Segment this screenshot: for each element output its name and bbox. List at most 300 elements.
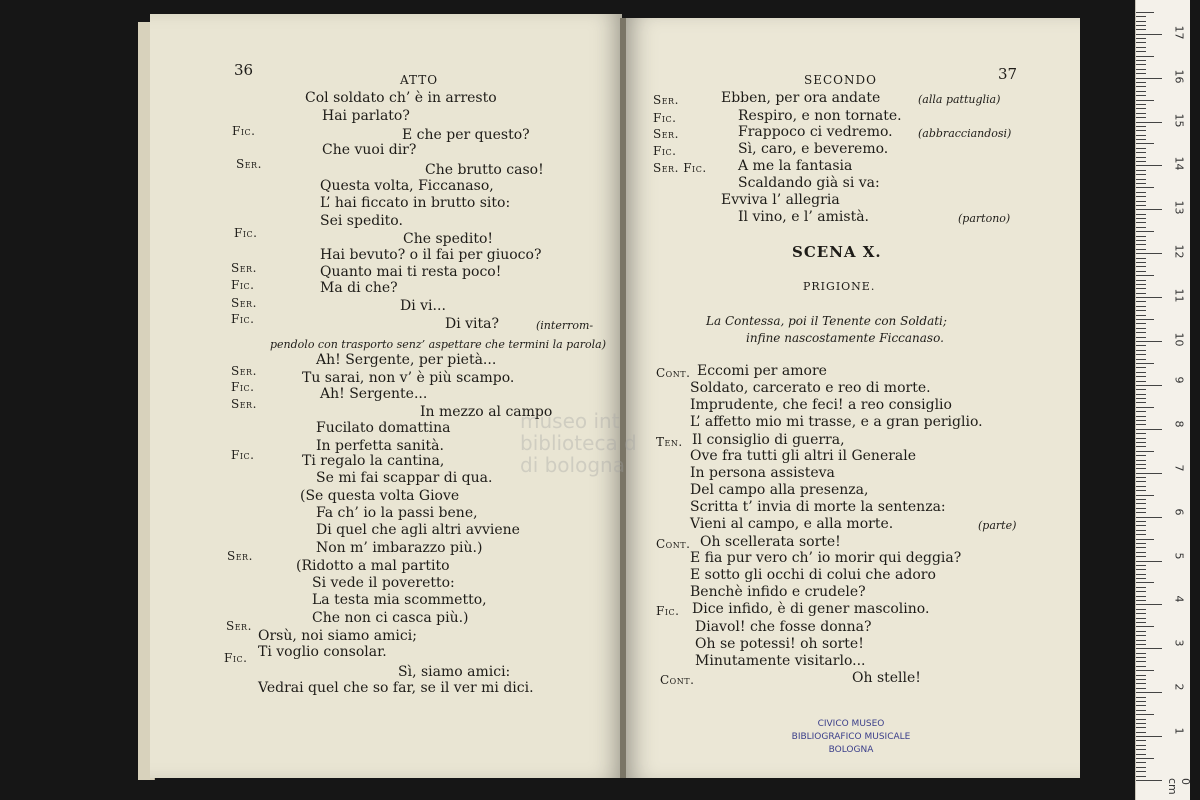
ruler-tick (1136, 477, 1146, 478)
left-running-head: ATTO (400, 73, 439, 87)
ruler-label: 11 (1172, 288, 1186, 303)
ruler-tick (1136, 556, 1146, 557)
ruler-tick (1136, 117, 1146, 118)
verse-line: La testa mia scommetto, (312, 592, 487, 608)
ruler-tick (1136, 442, 1146, 443)
ruler-tick (1136, 12, 1154, 13)
verse-line: Di vita? (445, 316, 500, 332)
verse-line: L’ hai ficcato in brutto sito: (320, 195, 511, 211)
ruler-tick (1136, 86, 1146, 87)
speaker-label: Fic. (231, 448, 255, 462)
ruler-tick (1136, 38, 1146, 39)
ruler-tick (1136, 34, 1162, 35)
verse-line: Evviva l’ allegria (721, 192, 840, 208)
ruler-tick (1136, 758, 1154, 759)
ruler-tick (1136, 372, 1146, 373)
stage-direction: (alla pattuglia) (918, 93, 1001, 106)
speaker-label: Ten. (656, 435, 683, 449)
ruler-tick (1136, 609, 1146, 610)
ruler-tick (1136, 481, 1146, 482)
ruler-tick (1136, 591, 1146, 592)
stamp-line: BIBLIOGRAFICO MUSICALE (791, 732, 911, 742)
ruler-tick (1136, 574, 1146, 575)
ruler-tick (1136, 762, 1146, 763)
ruler-tick (1136, 398, 1146, 399)
ruler-tick (1136, 56, 1154, 57)
ruler-tick (1136, 460, 1146, 461)
verse-line: (interrom- (536, 319, 594, 332)
ruler-tick (1136, 714, 1154, 715)
ruler-tick (1136, 108, 1146, 109)
verse-line: Questa volta, Ficcanaso, (320, 178, 494, 194)
left-page-number: 36 (234, 61, 254, 79)
verse-line: Che non ci casca più.) (312, 610, 469, 626)
verse-line: Dice infido, è di gener mascolino. (692, 601, 930, 617)
ruler-tick (1136, 508, 1146, 509)
ruler-tick (1136, 455, 1146, 456)
ruler-tick (1136, 209, 1162, 210)
ruler-tick (1136, 205, 1146, 206)
verse-line: In perfetta sanità. (316, 438, 444, 454)
ruler-tick (1136, 16, 1146, 17)
ruler-tick (1136, 613, 1146, 614)
ruler-tick (1136, 679, 1146, 680)
ruler-tick (1136, 490, 1146, 491)
ruler-tick (1136, 701, 1146, 702)
verse-line: Imprudente, che feci! a reo consiglio (690, 397, 952, 413)
ruler-tick (1136, 354, 1146, 355)
ruler-label: 13 (1172, 200, 1186, 215)
ruler-tick (1136, 670, 1154, 671)
verse-line: Respiro, e non tornate. (738, 108, 902, 124)
ruler-tick (1136, 122, 1162, 123)
verse-line: Vieni al campo, e alla morte. (690, 516, 894, 532)
ruler-tick (1136, 530, 1146, 531)
ruler-tick (1136, 424, 1146, 425)
ruler-tick (1136, 91, 1146, 92)
speaker-label: Fic. (653, 144, 677, 158)
verse-line: In mezzo al campo (420, 404, 553, 420)
ruler-tick (1136, 635, 1146, 636)
verse-line: Diavol! che fosse donna? (695, 619, 872, 635)
ruler-tick (1136, 139, 1146, 140)
ruler-tick (1136, 675, 1146, 676)
ruler-tick (1136, 284, 1146, 285)
ruler-tick (1136, 446, 1146, 447)
ruler-tick (1136, 244, 1146, 245)
ruler-tick (1136, 275, 1154, 276)
ruler-tick (1136, 367, 1146, 368)
ruler-label: 10 (1172, 332, 1186, 347)
ruler-label: 0 cm (1166, 778, 1192, 795)
ruler-tick (1136, 95, 1146, 96)
ruler-tick (1136, 104, 1146, 105)
stamp-line: BOLOGNA (828, 745, 874, 755)
ruler-tick (1136, 438, 1146, 439)
ruler-tick (1136, 306, 1146, 307)
ruler-tick (1136, 328, 1146, 329)
library-stamp (786, 718, 916, 757)
verse-line: Frappoco ci vedremo. (738, 124, 893, 140)
speaker-label: Fic. (231, 380, 255, 394)
ruler-tick (1136, 42, 1146, 43)
ruler-label: 15 (1172, 113, 1186, 127)
ruler-tick (1136, 402, 1146, 403)
ruler-label: 16 (1172, 69, 1186, 84)
ruler-tick (1136, 464, 1146, 465)
ruler-label: 5 (1172, 552, 1186, 559)
measuring-ruler (1135, 0, 1190, 800)
ruler-tick (1136, 666, 1146, 667)
ruler-tick (1136, 201, 1146, 202)
speaker-label: Fic. (232, 124, 256, 138)
verse-line: Ti voglio consolar. (258, 644, 387, 660)
speaker-label: Ser. (231, 296, 257, 310)
ruler-tick (1136, 653, 1146, 654)
speaker-label: Cont. (660, 673, 695, 687)
ruler-tick (1136, 385, 1162, 386)
ruler-tick (1136, 618, 1146, 619)
ruler-tick (1136, 350, 1146, 351)
ruler-tick (1136, 499, 1146, 500)
ruler-tick (1136, 723, 1146, 724)
verse-line: Fa ch’ io la passi bene, (316, 505, 478, 521)
ruler-tick (1136, 253, 1162, 254)
verse-line: Hai bevuto? o il fai per giuoco? (320, 247, 542, 263)
cast-line-2: infine nascostamente Ficcanaso. (746, 331, 944, 345)
ruler-tick (1136, 310, 1146, 311)
ruler-label: 12 (1172, 244, 1186, 259)
ruler-tick (1136, 332, 1146, 333)
ruler-tick (1136, 727, 1146, 728)
ruler-tick (1136, 705, 1146, 706)
ruler-tick (1136, 565, 1146, 566)
ruler-tick (1136, 315, 1146, 316)
verse-line: Di quel che agli altri avviene (316, 522, 520, 538)
speaker-label: Ser. (653, 127, 679, 141)
right-running-head: SECONDO (804, 73, 877, 87)
scene-title: SCENA X. (792, 243, 882, 261)
speaker-label: Ser. Fic. (653, 161, 707, 175)
verse-line: (Se questa volta Giove (300, 488, 460, 504)
cast-line-1: La Contessa, poi il Tenente con Soldati; (706, 314, 947, 328)
ruler-tick (1136, 631, 1146, 632)
ruler-tick (1136, 600, 1146, 601)
ruler-label: 9 (1172, 376, 1186, 384)
verse-line: Ah! Sergente, per pietà... (316, 352, 497, 368)
verse-line: Scritta t’ invia di morte la sentenza: (690, 499, 946, 515)
ruler-tick (1136, 503, 1146, 504)
verse-line: Soldato, carcerato e reo di morte. (690, 380, 931, 396)
ruler-tick (1136, 780, 1162, 781)
ruler-tick (1136, 582, 1154, 583)
speaker-label: Fic. (231, 312, 255, 326)
ruler-tick (1136, 657, 1146, 658)
ruler-label: 8 (1172, 420, 1186, 428)
ruler-tick (1136, 468, 1146, 469)
verse-line: (Ridotto a mal partito (296, 558, 450, 574)
verse-line: Ti regalo la cantina, (302, 453, 445, 469)
ruler-tick (1136, 539, 1154, 540)
verse-line: Sì, siamo amici: (398, 664, 511, 680)
ruler-tick (1136, 258, 1146, 259)
ruler-tick (1136, 64, 1146, 65)
ruler-tick (1136, 451, 1154, 452)
ruler-label: 17 (1172, 25, 1186, 40)
ruler-tick (1136, 433, 1146, 434)
verse-line: Oh stelle! (852, 670, 921, 686)
ruler-tick (1136, 100, 1154, 101)
stage-direction: (partono) (958, 212, 1011, 225)
ruler-tick (1136, 179, 1146, 180)
ruler-tick (1136, 262, 1146, 263)
ruler-tick (1136, 29, 1146, 30)
ruler-tick (1136, 719, 1146, 720)
ruler-tick (1136, 732, 1146, 733)
ruler-tick (1136, 73, 1146, 74)
ruler-tick (1136, 21, 1146, 22)
ruler-tick (1136, 552, 1146, 553)
ruler-tick (1136, 407, 1154, 408)
verse-line: Ma di che? (320, 280, 398, 296)
ruler-label: 7 (1172, 464, 1186, 472)
ruler-label: 6 (1172, 508, 1186, 516)
ruler-tick (1136, 319, 1154, 320)
ruler-tick (1136, 429, 1162, 430)
ruler-tick (1136, 25, 1146, 26)
verse-line: E fia pur vero ch’ io morir qui deggia? (690, 550, 962, 566)
ruler-tick (1136, 376, 1146, 377)
verse-line: Del campo alla presenza, (690, 482, 869, 498)
ruler-tick (1136, 578, 1146, 579)
ruler-tick (1136, 697, 1146, 698)
verse-line: Eccomi per amore (697, 363, 827, 379)
ruler-tick (1136, 157, 1146, 158)
ruler-tick (1136, 394, 1146, 395)
speaker-label: Ser. (231, 364, 257, 378)
ruler-tick (1136, 644, 1146, 645)
ruler-tick (1136, 486, 1146, 487)
speaker-label: Fic. (224, 651, 248, 665)
speaker-label: Ser. (236, 157, 262, 171)
stage-direction: (abbracciandosi) (918, 127, 1012, 140)
ruler-tick (1136, 543, 1146, 544)
ruler-tick (1136, 288, 1146, 289)
ruler-tick (1136, 148, 1146, 149)
ruler-tick (1136, 534, 1146, 535)
ruler-tick (1136, 359, 1146, 360)
ruler-tick (1136, 561, 1162, 562)
stamp-line: CIVICO MUSEO (817, 719, 885, 729)
ruler-tick (1136, 165, 1162, 166)
ruler-tick (1136, 420, 1146, 421)
ruler-tick (1136, 69, 1146, 70)
ruler-tick (1136, 740, 1146, 741)
ruler-tick (1136, 222, 1146, 223)
ruler-tick (1136, 192, 1146, 193)
ruler-tick (1136, 661, 1146, 662)
ruler-tick (1136, 767, 1146, 768)
ruler-tick (1136, 749, 1146, 750)
ruler-tick (1136, 293, 1146, 294)
speaker-label: Ser. (227, 549, 253, 563)
ruler-tick (1136, 754, 1146, 755)
verse-line: Ebben, per ora andate (721, 90, 881, 106)
ruler-tick (1136, 227, 1146, 228)
ruler-tick (1136, 416, 1146, 417)
ruler-tick (1136, 604, 1162, 605)
ruler-tick (1136, 280, 1146, 281)
ruler-tick (1136, 710, 1146, 711)
ruler-tick (1136, 512, 1146, 513)
speaker-label: Fic. (231, 278, 255, 292)
ruler-tick (1136, 301, 1146, 302)
speaker-label: Cont. (656, 366, 691, 380)
verse-line: Si vede il poveretto: (312, 575, 455, 591)
ruler-tick (1136, 389, 1146, 390)
ruler-tick (1136, 381, 1146, 382)
ruler-tick (1136, 143, 1154, 144)
verse-line: Hai parlato? (322, 108, 410, 124)
ruler-tick (1136, 517, 1162, 518)
stage-direction: (parte) (978, 519, 1017, 532)
ruler-tick (1136, 170, 1146, 171)
ruler-label: 14 (1172, 156, 1186, 171)
verse-line: Oh scellerata sorte! (700, 534, 841, 550)
ruler-tick (1136, 569, 1146, 570)
ruler-tick (1136, 596, 1146, 597)
speaker-label: Ser. (231, 261, 257, 275)
verse-line: Ove fra tutti gli altri il Generale (690, 448, 917, 464)
speaker-label: Ser. (226, 619, 252, 633)
ruler-tick (1136, 337, 1146, 338)
ruler-tick (1136, 648, 1162, 649)
verse-line: Che brutto caso! (425, 162, 544, 178)
ruler-tick (1136, 525, 1146, 526)
ruler-tick (1136, 683, 1146, 684)
ruler-tick (1136, 214, 1146, 215)
ruler-tick (1136, 249, 1146, 250)
verse-line: Se mi fai scappar di qua. (316, 470, 493, 486)
ruler-tick (1136, 297, 1162, 298)
ruler-tick (1136, 736, 1162, 737)
ruler-tick (1136, 341, 1162, 342)
ruler-tick (1136, 640, 1146, 641)
watermark-line: museo int (520, 409, 620, 433)
ruler-tick (1136, 587, 1146, 588)
verse-line: Benchè infido e crudele? (690, 584, 866, 600)
ruler-tick (1136, 152, 1146, 153)
ruler-tick (1136, 47, 1146, 48)
ruler-tick (1136, 345, 1146, 346)
verse-line: Sì, caro, e beveremo. (738, 141, 889, 157)
verse-line: Vedrai quel che so far, se il ver mi dici. (258, 680, 534, 696)
ruler-tick (1136, 78, 1162, 79)
verse-line: A me la fantasia (738, 158, 853, 174)
ruler-tick (1136, 82, 1146, 83)
ruler-tick (1136, 266, 1146, 267)
ruler-tick (1136, 473, 1162, 474)
verse-line: Il vino, e l’ amistà. (738, 209, 870, 225)
verse-line: Fucilato domattina (316, 420, 451, 436)
ruler-tick (1136, 51, 1146, 52)
ruler-tick (1136, 135, 1146, 136)
verse-line: Non m’ imbarazzo più.) (316, 540, 483, 556)
ruler-label: 1 (1172, 727, 1186, 735)
ruler-tick (1136, 771, 1146, 772)
speaker-label: Ser. (653, 93, 679, 107)
ruler-tick (1136, 745, 1146, 746)
ruler-tick (1136, 113, 1146, 114)
verse-line: E sotto gli occhi di colui che adoro (690, 567, 936, 583)
ruler-tick (1136, 60, 1146, 61)
verse-line: Sei spedito. (320, 213, 403, 229)
ruler-label: 2 (1172, 683, 1186, 691)
verse-line: Col soldato ch’ è in arresto (305, 90, 497, 106)
ruler-tick (1136, 130, 1146, 131)
ruler-tick (1136, 692, 1162, 693)
ruler-tick (1136, 196, 1146, 197)
ruler-tick (1136, 240, 1146, 241)
ruler-tick (1136, 271, 1146, 272)
verse-line: Oh se potessi! oh sorte! (695, 636, 864, 652)
verse-line: Quanto mai ti resta poco! (320, 264, 502, 280)
ruler-label: 3 (1172, 639, 1186, 647)
ruler-tick (1136, 218, 1146, 219)
verse-line: Che vuoi dir? (322, 142, 417, 158)
ruler-tick (1136, 174, 1146, 175)
ruler-tick (1136, 776, 1146, 777)
verse-line: Tu sarai, non v’ è più scampo. (302, 370, 515, 386)
ruler-label: 4 (1172, 595, 1186, 603)
ruler-tick (1136, 626, 1154, 627)
verse-line: Minutamente visitarlo... (695, 653, 866, 669)
ruler-tick (1136, 547, 1146, 548)
ruler-tick (1136, 411, 1146, 412)
verse-line: Di vi... (400, 298, 446, 314)
verse-line: Orsù, noi siamo amici; (258, 628, 417, 644)
verse-line: In persona assisteva (690, 465, 835, 481)
ruler-tick (1136, 236, 1146, 237)
watermark-line: di bologna (520, 453, 625, 477)
ruler-tick (1136, 495, 1154, 496)
scene-setting: PRIGIONE. (803, 280, 876, 293)
speaker-label: Cont. (656, 537, 691, 551)
verse-line: L’ affetto mio mi trasse, e a gran periglio. (690, 414, 983, 430)
ruler-tick (1136, 622, 1146, 623)
verse-line: pendolo con trasporto senz’ aspettare che termini la parola) (270, 338, 606, 351)
ruler-tick (1136, 126, 1146, 127)
verse-line: Il consiglio di guerra, (692, 432, 845, 448)
ruler-tick (1136, 231, 1154, 232)
verse-line: Che spedito! (403, 231, 494, 247)
ruler-tick (1136, 183, 1146, 184)
speaker-label: Fic. (656, 604, 680, 618)
speaker-label: Fic. (234, 226, 258, 240)
speaker-label: Ser. (231, 397, 257, 411)
verse-line: Scaldando già si va: (738, 175, 880, 191)
verse-line: Ah! Sergente... (320, 386, 428, 402)
ruler-tick (1136, 521, 1146, 522)
right-page-number: 37 (998, 65, 1018, 83)
speaker-label: Fic. (653, 111, 677, 125)
watermark-line: biblioteca d (520, 431, 637, 455)
ruler-tick (1136, 688, 1146, 689)
ruler-tick (1136, 323, 1146, 324)
ruler-tick (1136, 187, 1154, 188)
ruler-tick (1136, 363, 1154, 364)
verse-line: E che per questo? (402, 127, 530, 143)
